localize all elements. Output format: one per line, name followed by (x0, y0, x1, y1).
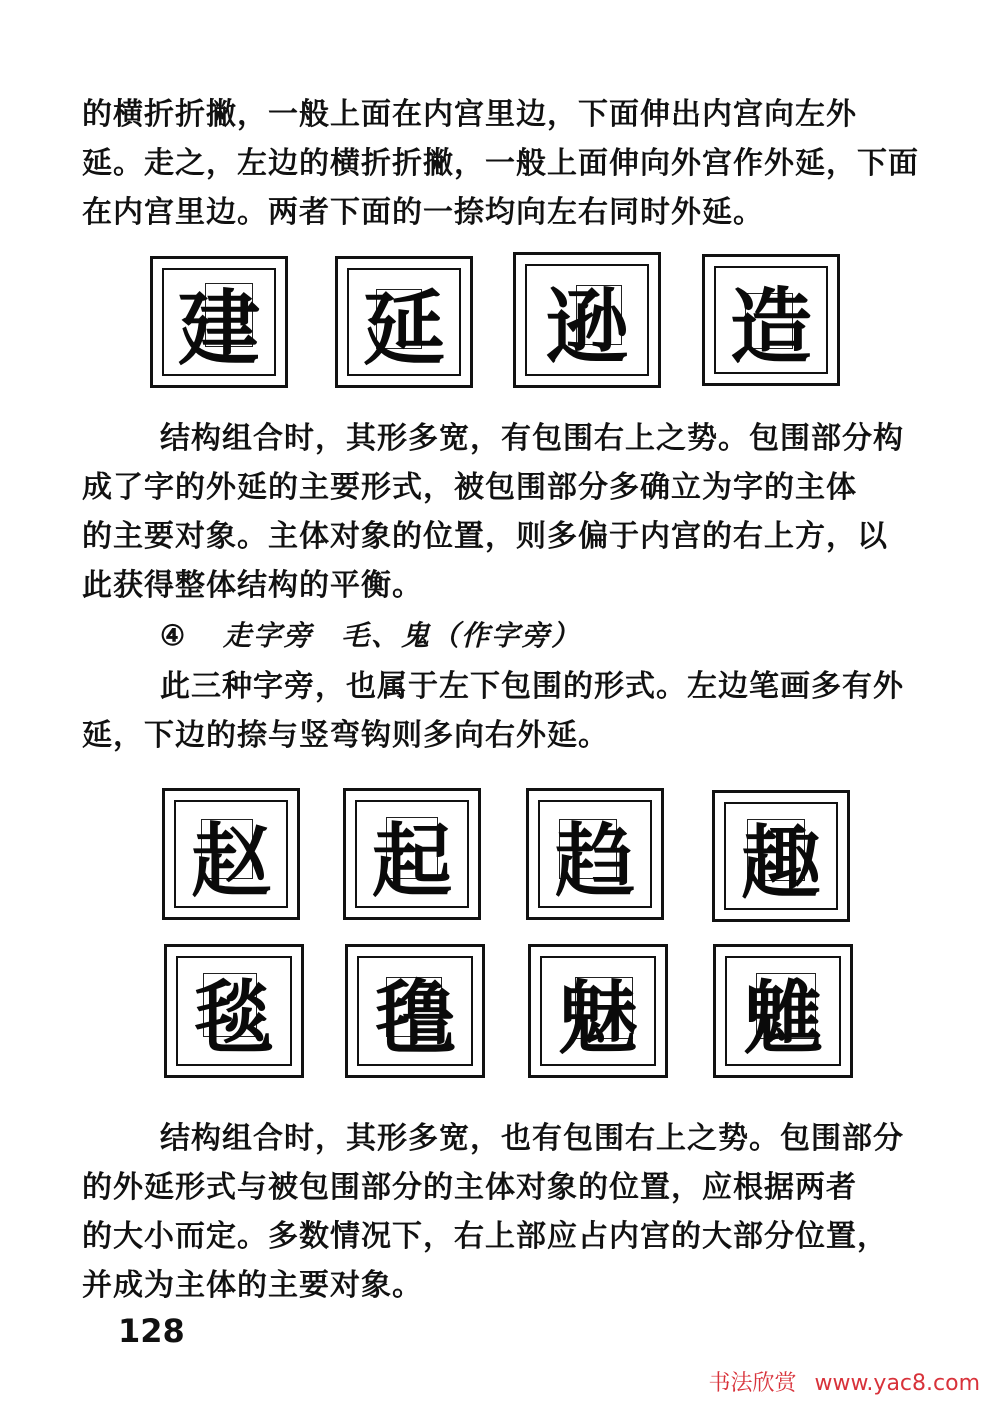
paragraph-line: 成了字的外延的主要形式，被包围部分多确立为字的主体 (82, 470, 857, 505)
section-title-part-1: 走字旁 (223, 619, 314, 652)
section-number: ④ (160, 619, 188, 652)
example-box (345, 944, 485, 1078)
example-box (713, 944, 853, 1078)
paragraph-4 (82, 1114, 940, 1310)
example-box (343, 788, 481, 920)
example-character: 造 (729, 278, 812, 375)
paragraph-line: 此获得整体结构的平衡。 (82, 568, 423, 603)
watermark-url: www.yac8.com (814, 1371, 980, 1396)
paragraph-line: 延，下边的捺与竖弯钩则多向右外延。 (82, 718, 609, 753)
paragraph-line: 的横折折撇，一般上面在内宫里边，下面伸出内宫向左外 (82, 97, 857, 132)
example-box (702, 254, 840, 386)
section-title-part-2: 毛、鬼（作字旁） (341, 619, 582, 652)
example-box (162, 788, 300, 920)
example-character: 起 (372, 813, 452, 908)
example-character: 趋 (555, 813, 635, 908)
watermark (708, 1366, 980, 1397)
example-box (526, 788, 664, 920)
example-character: 魅 (558, 970, 638, 1065)
page-number: 128 (118, 1312, 185, 1350)
example-character: 氇 (375, 970, 455, 1065)
example-character: 趣 (741, 815, 821, 910)
example-character: 赵 (191, 813, 271, 908)
example-box (712, 790, 850, 922)
example-box (164, 944, 304, 1078)
paragraph-line: 并成为主体的主要对象。 (82, 1268, 423, 1303)
paragraph-2 (82, 414, 940, 610)
example-box (528, 944, 668, 1078)
paragraph-1 (82, 90, 940, 237)
paragraph-line: 结构组合时，其形多宽，也有包围右上之势。包围部分 (160, 1121, 904, 1156)
example-character: 毯 (194, 970, 274, 1065)
example-character: 建 (177, 280, 260, 377)
section-heading (160, 614, 581, 654)
paragraph-line: 的大小而定。多数情况下，右上部应占内宫的大部分位置， (82, 1219, 888, 1254)
paragraph-line: 的主要对象。主体对象的位置，则多偏于内宫的右上方，以 (82, 519, 888, 554)
example-box (150, 256, 288, 388)
watermark-text: 书法欣赏 (708, 1371, 797, 1396)
example-character: 延 (362, 280, 445, 377)
example-box (513, 252, 661, 388)
example-character: 逊 (545, 278, 628, 375)
paragraph-line: 在内宫里边。两者下面的一捺均向左右同时外延。 (82, 195, 764, 230)
paragraph-line: 此三种字旁，也属于左下包围的形式。左边笔画多有外 (160, 669, 904, 704)
example-character: 魋 (743, 970, 823, 1065)
paragraph-3 (82, 662, 940, 760)
paragraph-line: 结构组合时，其形多宽，有包围右上之势。包围部分构 (160, 421, 904, 456)
example-box (335, 256, 473, 388)
paragraph-line: 延。走之，左边的横折折撇，一般上面伸向外宫作外延，下面 (82, 146, 919, 181)
paragraph-line: 的外延形式与被包围部分的主体对象的位置，应根据两者 (82, 1170, 857, 1205)
